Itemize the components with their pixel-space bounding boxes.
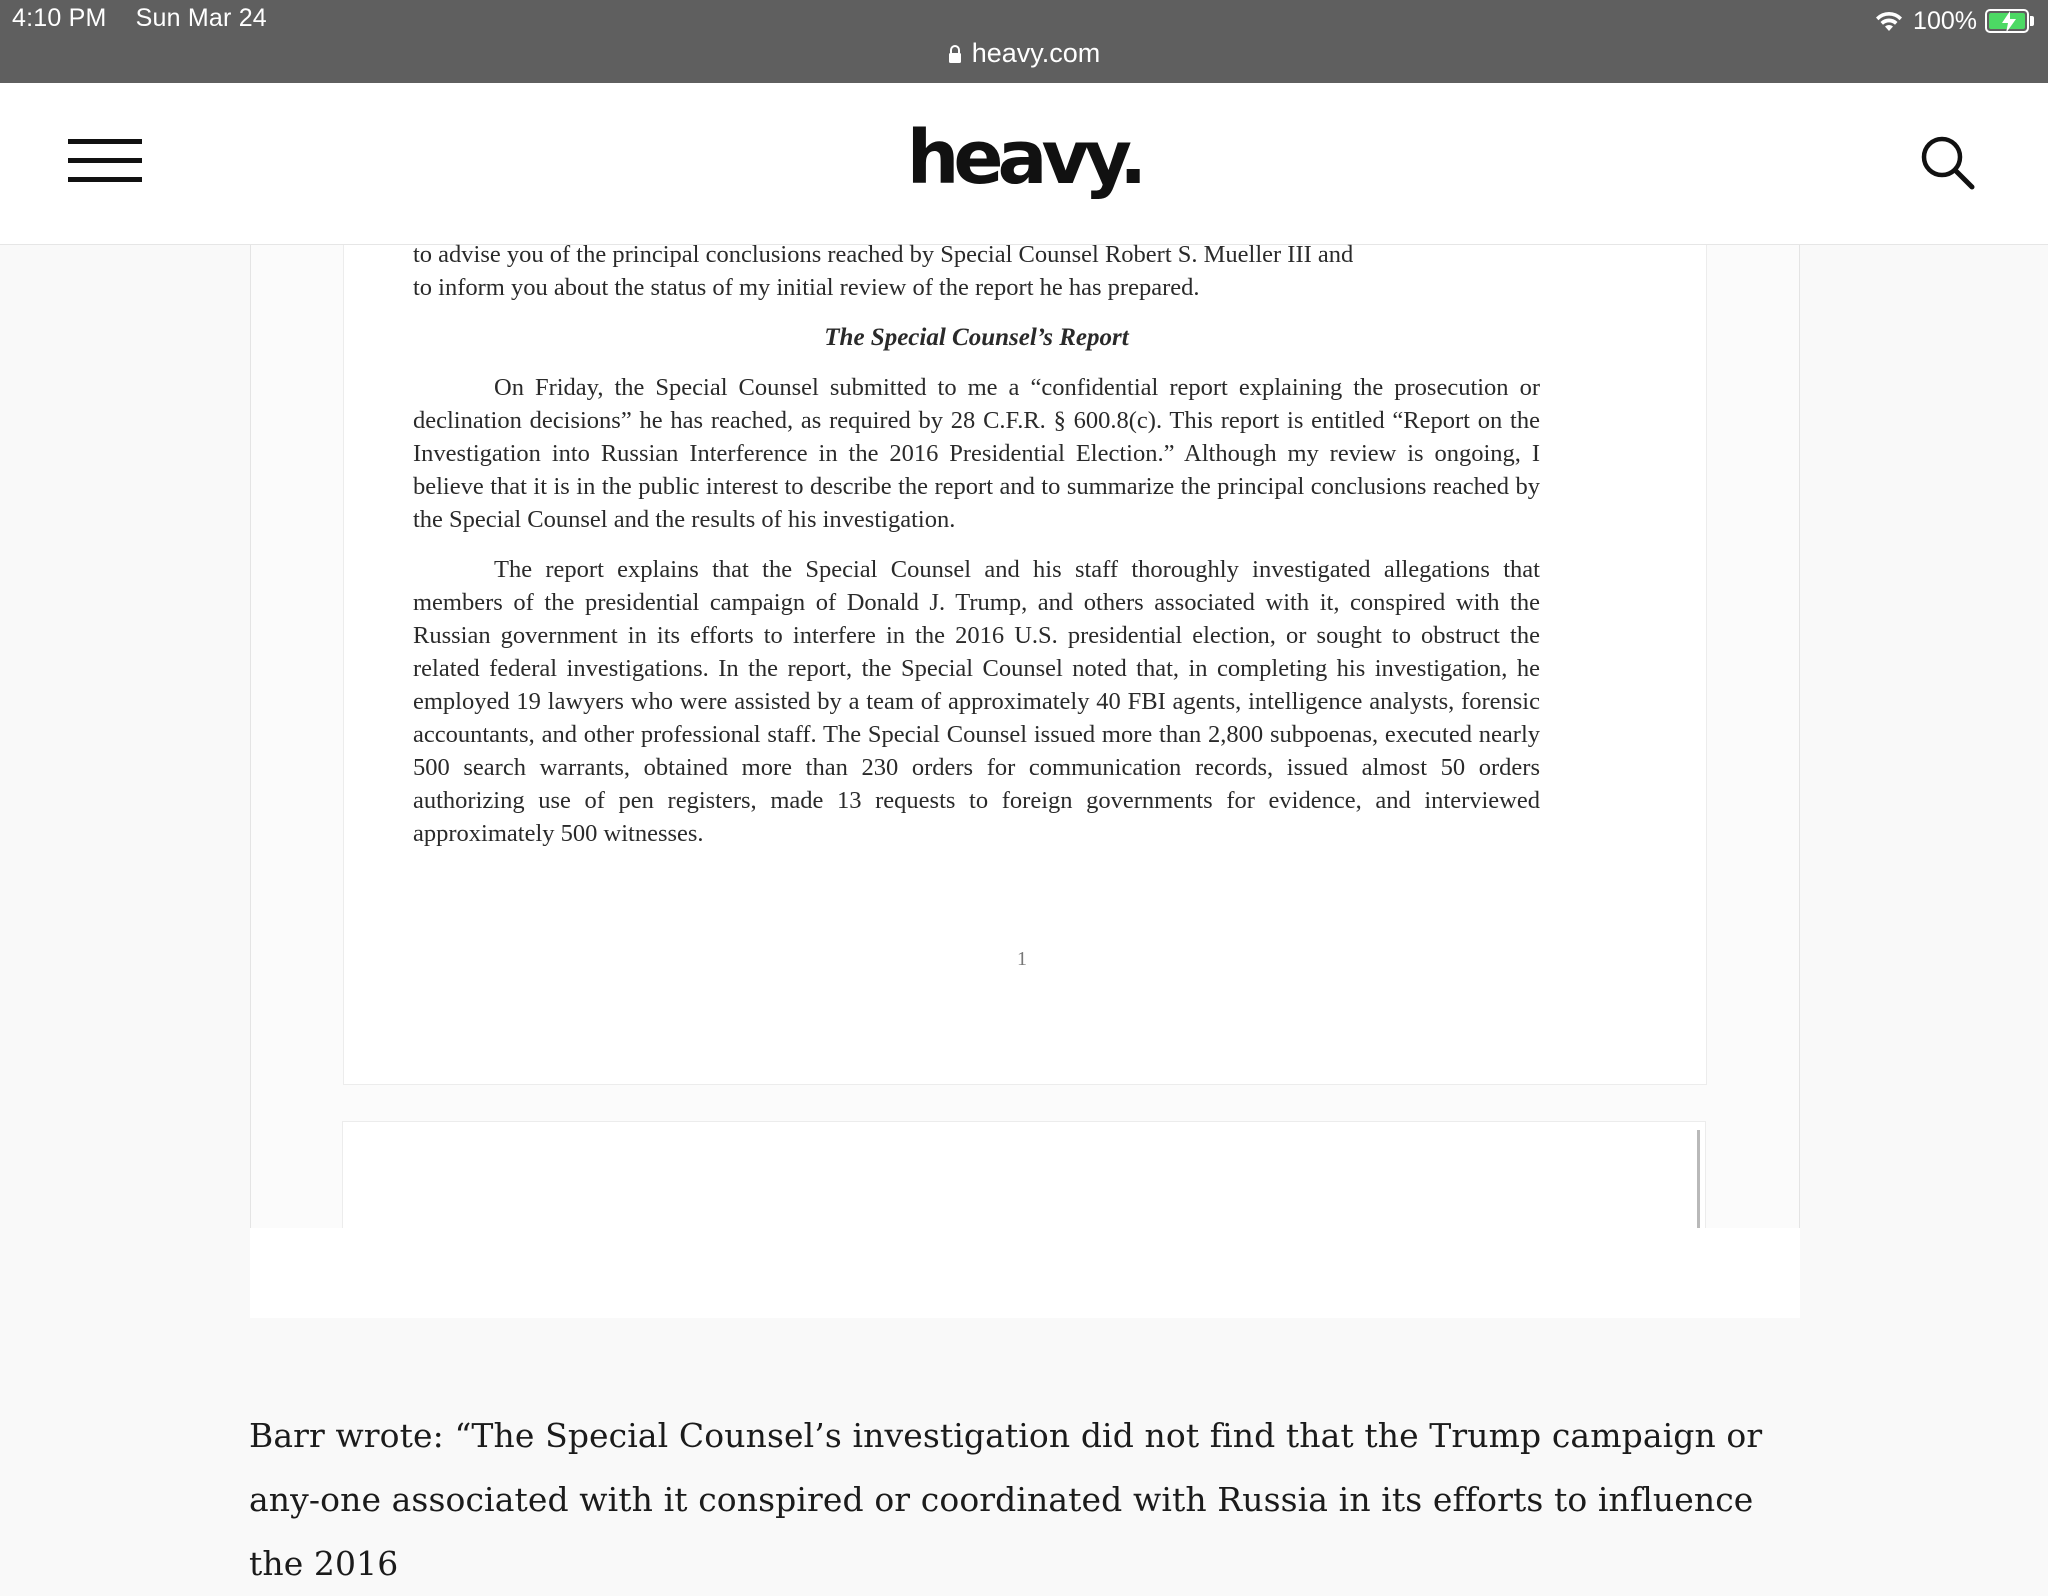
search-icon[interactable] [1918, 133, 1976, 191]
document-bottom-strip [250, 1228, 1800, 1318]
battery-percent: 100% [1913, 6, 1977, 35]
site-logo[interactable]: heavy. [906, 115, 1142, 201]
document-page-number: 1 [1017, 948, 1027, 970]
document-intro-line-2: to inform you about the status of my initial review of the report he has prepared. [413, 274, 1200, 301]
status-date: Sun Mar 24 [135, 4, 267, 32]
document-intro-line-1: to advise you of the principal conclusions reached by Special Counsel Robert S. Mueller III and [413, 241, 1354, 268]
document-scrollbar[interactable] [1697, 1130, 1700, 1228]
charging-bolt-icon [2000, 11, 2018, 33]
status-indicators [1873, 4, 2034, 38]
lock-icon [948, 45, 962, 63]
document-next-page [342, 1121, 1706, 1231]
document-paragraph-2: The report explains that the Special Counsel and his staff thoroughly investigated allegations that members of the presidential campaign of Donald J. Trump, and others associated with it, conspired with the Russian government in its efforts to interfere in the 2016 U.S. presidential election, or sought to obstruct the related federal investigations. In the report, the Special Counsel noted that, in completing his investigation, he employed 19 lawyers who were assisted by a team of approximately 40 FBI agents, intelligence analysts, forensic accountants, and other professional staff. The Special Counsel issued more than 2,800 subpoenas, executed nearly 500 search warrants, obtained more than 230 orders for communication records, issued almost 50 orders authorizing use of pen registers, made 13 requests to foreign governments for evidence, and interviewed approximately 500 witnesses. [413, 556, 1540, 847]
document-text [413, 238, 1540, 867]
battery-nub [2030, 16, 2034, 26]
status-time-date [12, 4, 289, 33]
url-bar[interactable] [0, 38, 2048, 69]
status-time: 4:10 PM [12, 4, 107, 32]
document-intro [413, 238, 1540, 304]
wifi-icon [1873, 9, 1905, 33]
article-paragraph: Barr wrote: “The Special Counsel’s investigation did not find that the Trump campaign or any-one associated with it conspired or coordinated with Russia in its efforts to influence the 2016 [249, 1416, 1763, 1583]
document-heading: The Special Counsel’s Report [824, 324, 1129, 351]
status-bar [0, 0, 2048, 83]
battery-fill [1989, 13, 2025, 29]
url-text: heavy.com [971, 38, 1101, 68]
battery-icon [1985, 9, 2029, 33]
site-header [0, 83, 2048, 245]
document-paragraph-1: On Friday, the Special Counsel submitted to me a “confidential report explaining the prosecution or declination decisions” he has reached, as required by 28 C.F.R. § 600.8(c). This report is entitled “Report on the Investigation into Russian Interference in the 2016 Presidential Election.” Although my review is ongoing, I believe that it is in the public interest to describe the report and to summarize the principal conclusions reached by the Special Counsel and the results of his investigation. [413, 374, 1540, 533]
